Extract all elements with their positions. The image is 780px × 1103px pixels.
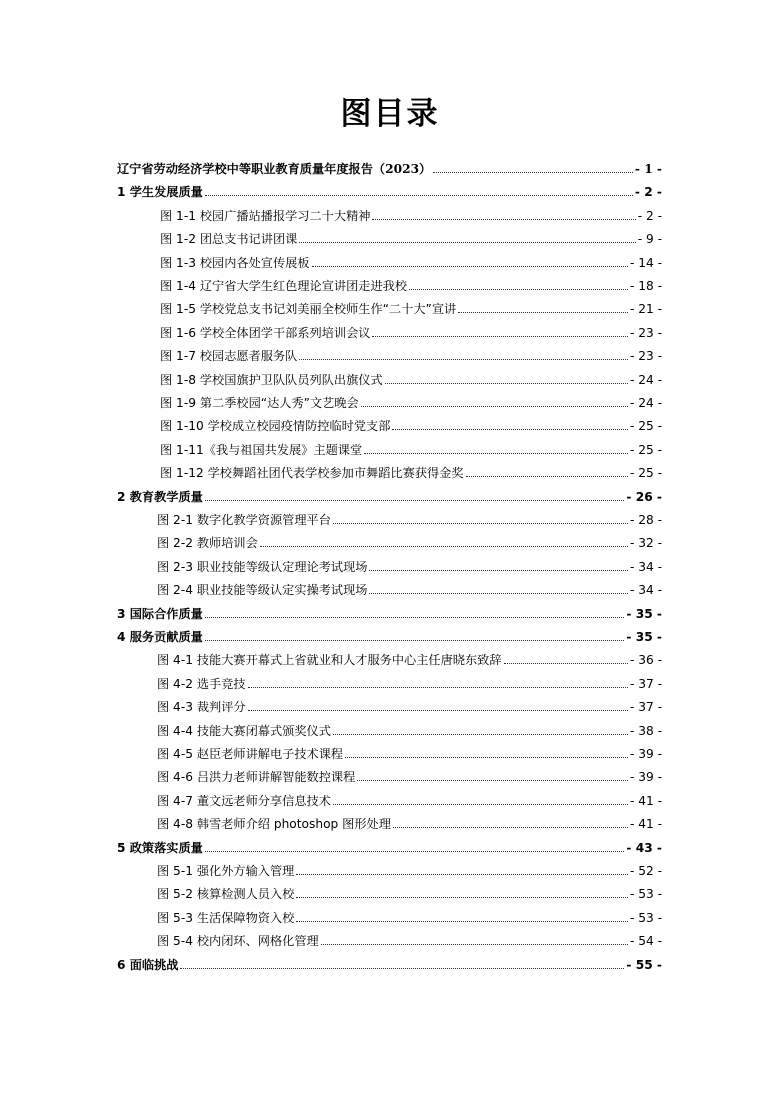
toc-entry-text: 图 5-4 校内闭环、网格化管理 [157, 934, 319, 949]
toc-figure-entry[interactable] [160, 366, 662, 388]
toc-page-number: - 2 - [637, 208, 662, 223]
toc-section-entry[interactable] [117, 951, 662, 973]
toc-dot-leader [333, 523, 628, 524]
toc-figure-entry[interactable] [160, 342, 662, 364]
toc-dot-leader [409, 289, 628, 290]
toc-dot-leader [458, 312, 628, 313]
toc-entry-text: 图 1-4 辽宁省大学生红色理论宣讲团走进我校 [160, 279, 408, 293]
toc-entry-text: 图 4-2 选手竞技 [157, 676, 246, 691]
toc-figure-entry[interactable] [160, 319, 662, 341]
toc-figure-entry[interactable] [157, 506, 662, 528]
toc-figure-entry[interactable] [157, 904, 662, 926]
toc-page-number: - 55 - [626, 957, 662, 972]
toc-section-entry[interactable] [117, 834, 662, 856]
toc-page-number: - 23 - [629, 349, 662, 364]
toc-page-number: - 35 - [626, 606, 662, 621]
toc-dot-leader [372, 336, 627, 337]
toc-figure-entry[interactable] [157, 810, 662, 832]
toc-section-entry[interactable] [117, 623, 662, 645]
toc-dot-leader [433, 172, 633, 173]
toc-page-number: - 1 - [634, 162, 662, 176]
toc-dot-leader [333, 734, 628, 735]
toc-page-number: - 37 - [629, 676, 662, 691]
toc-entry-text: 3 国际合作质量 [117, 606, 203, 621]
toc-figure-entry[interactable] [157, 857, 662, 879]
toc-dot-leader [393, 827, 628, 828]
toc-entry-text: 图 2-1 数字化教学资源管理平台 [157, 513, 331, 527]
toc-figure-entry[interactable] [157, 693, 662, 715]
toc-dot-leader [299, 242, 635, 243]
toc-entry-text: 1 学生发展质量 [117, 185, 203, 200]
toc-page-number: - 41 - [629, 817, 662, 832]
toc-figure-entry[interactable] [160, 295, 662, 317]
toc-page-number: - 25 - [629, 466, 662, 481]
toc-dot-leader [205, 195, 633, 196]
toc-entry-text: 图 1-2 团总支书记讲团课 [160, 232, 298, 247]
toc-figure-entry[interactable] [157, 880, 662, 902]
toc-entry-text: 图 1-11《我与祖国共发展》主题课堂 [160, 442, 363, 457]
toc-dot-leader [296, 874, 628, 875]
toc-dot-leader [205, 500, 625, 501]
toc-page-number: - 54 - [629, 934, 662, 949]
toc-page-number: - 35 - [626, 630, 662, 644]
toc-figure-entry[interactable] [157, 576, 662, 598]
toc-dot-leader [357, 780, 628, 781]
toc-entry-text: 图 4-4 技能大赛闭幕式颁奖仪式 [157, 723, 331, 738]
toc-entry-text: 图 5-3 生活保障物资入校 [157, 910, 295, 925]
toc-section-entry[interactable] [117, 178, 662, 200]
toc-entry-text: 图 1-7 校园志愿者服务队 [160, 349, 298, 364]
toc-page-number: - 53 - [629, 887, 662, 902]
toc-figure-entry[interactable] [160, 272, 662, 294]
toc-dot-leader [296, 897, 628, 898]
toc-page-number: - 41 - [629, 793, 662, 808]
toc-section-entry[interactable] [117, 155, 662, 177]
toc-entry-text: 图 1-8 学校国旗护卫队队员列队出旗仪式 [160, 372, 383, 387]
toc-page-number: - 32 - [629, 536, 662, 551]
toc-entry-text: 图 4-1 技能大赛开幕式上省就业和人才服务中心主任唐晓东致辞 [157, 653, 502, 668]
toc-entry-text: 6 面临挑战 [117, 957, 179, 972]
toc-figure-entry[interactable] [157, 553, 662, 575]
toc-figure-entry[interactable] [157, 717, 662, 739]
toc-dot-leader [504, 663, 628, 664]
toc-page-number: - 52 - [629, 864, 662, 878]
toc-figure-entry[interactable] [160, 436, 662, 458]
toc-page-number: - 24 - [629, 396, 662, 410]
toc-entry-text: 辽宁省劳动经济学校中等职业教育质量年度报告（2023） [117, 162, 432, 176]
toc-entry-text: 图 4-5 赵臣老师讲解电子技术课程 [157, 747, 344, 761]
toc-dot-leader [260, 546, 628, 547]
toc-page-number: - 37 - [629, 700, 662, 715]
toc-dot-leader [364, 453, 628, 454]
toc-page-number: - 36 - [629, 653, 662, 668]
toc-dot-leader [385, 383, 628, 384]
toc-entry-text: 图 4-8 韩雪老师介绍 photoshop 图形处理 [157, 817, 391, 832]
toc-section-entry[interactable] [117, 483, 662, 505]
toc-dot-leader [248, 687, 628, 688]
toc-page-number: - 34 - [629, 583, 662, 598]
toc-page-number: - 23 - [629, 325, 662, 340]
toc-entry-text: 图 2-4 职业技能等级认定实操考试现场 [157, 583, 368, 598]
toc-dot-leader [205, 617, 625, 618]
toc-entry-text: 图 4-6 吕洪力老师讲解智能数控课程 [157, 770, 356, 785]
toc-page-number: - 2 - [634, 185, 662, 200]
toc-section-entry[interactable] [117, 600, 662, 622]
toc-entry-text: 图 4-3 裁判评分 [157, 700, 246, 715]
toc-entry-text: 图 4-7 董文远老师分享信息技术 [157, 793, 331, 808]
toc-dot-leader [312, 266, 628, 267]
toc-figure-entry[interactable] [157, 763, 662, 785]
toc-entry-text: 图 2-2 教师培训会 [157, 536, 258, 551]
toc-dot-leader [299, 359, 628, 360]
toc-entry-text: 图 5-2 核算检测人员入校 [157, 887, 295, 902]
toc-figure-entry[interactable] [160, 225, 662, 247]
toc-page-number: - 38 - [629, 723, 662, 738]
toc-page-number: - 25 - [629, 442, 662, 457]
toc-figure-entry[interactable] [157, 927, 662, 949]
toc-entry-text: 5 政策落实质量 [117, 840, 203, 855]
toc-dot-leader [372, 219, 635, 220]
toc-dot-leader [345, 757, 628, 758]
page-title: 图目录 [340, 96, 440, 132]
toc-dot-leader [248, 710, 628, 711]
toc-dot-leader [466, 476, 628, 477]
toc-figure-entry[interactable] [157, 646, 662, 668]
toc-page-number: - 14 - [629, 255, 662, 270]
toc-entry-text: 图 2-3 职业技能等级认定理论考试现场 [157, 559, 368, 574]
toc-figure-entry[interactable] [160, 202, 662, 224]
toc-page-number: - 25 - [629, 419, 662, 434]
toc-figure-entry[interactable] [160, 249, 662, 271]
toc-page-number: - 18 - [629, 279, 662, 293]
toc-entry-text: 图 1-1 校园广播站播报学习二十大精神 [160, 208, 371, 223]
toc-dot-leader [369, 570, 627, 571]
toc-entry-text: 4 服务贡献质量 [117, 630, 203, 644]
toc-dot-leader [369, 593, 627, 594]
toc-dot-leader [321, 944, 628, 945]
toc-dot-leader [205, 640, 625, 641]
toc-entry-text: 图 1-9 第二季校园“达人秀”文艺晚会 [160, 396, 359, 410]
toc-entry-text: 2 教育教学质量 [117, 489, 203, 504]
toc-page-number: - 28 - [629, 513, 662, 527]
toc-entry-text: 图 1-12 学校舞蹈社团代表学校参加市舞蹈比赛获得金奖 [160, 466, 464, 481]
toc-figure-entry[interactable] [157, 529, 662, 551]
toc-entry-text: 图 5-1 强化外方输入管理 [157, 864, 295, 878]
toc-figure-entry[interactable] [160, 389, 662, 411]
toc-page-number: - 43 - [626, 840, 662, 855]
toc-figure-entry[interactable] [157, 740, 662, 762]
toc-figure-entry[interactable] [160, 459, 662, 481]
toc-entry-text: 图 1-5 学校党总支书记刘美丽全校师生作“二十大”宣讲 [160, 302, 457, 317]
toc-page-number: - 39 - [629, 770, 662, 785]
toc-dot-leader [180, 968, 624, 969]
toc-page-number: - 21 - [629, 302, 662, 317]
toc-page-number: - 34 - [629, 559, 662, 574]
toc-entry-text: 图 1-6 学校全体团学干部系列培训会议 [160, 325, 371, 340]
toc-figure-entry[interactable] [157, 787, 662, 809]
toc-figure-entry[interactable] [157, 670, 662, 692]
toc-page-number: - 9 - [637, 232, 662, 247]
toc-dot-leader [392, 429, 628, 430]
toc-dot-leader [205, 851, 625, 852]
toc-figure-entry[interactable] [160, 412, 662, 434]
toc-dot-leader [296, 921, 628, 922]
toc-entry-text: 图 1-10 学校成立校园疫情防控临时党支部 [160, 419, 391, 434]
toc-page-number: - 39 - [629, 747, 662, 761]
toc-page-number: - 24 - [629, 372, 662, 387]
toc-entry-text: 图 1-3 校园内各处宣传展板 [160, 255, 310, 270]
toc-dot-leader [361, 406, 628, 407]
toc-page-number: - 26 - [626, 489, 662, 504]
toc-page-number: - 53 - [629, 910, 662, 925]
toc-dot-leader [333, 804, 628, 805]
